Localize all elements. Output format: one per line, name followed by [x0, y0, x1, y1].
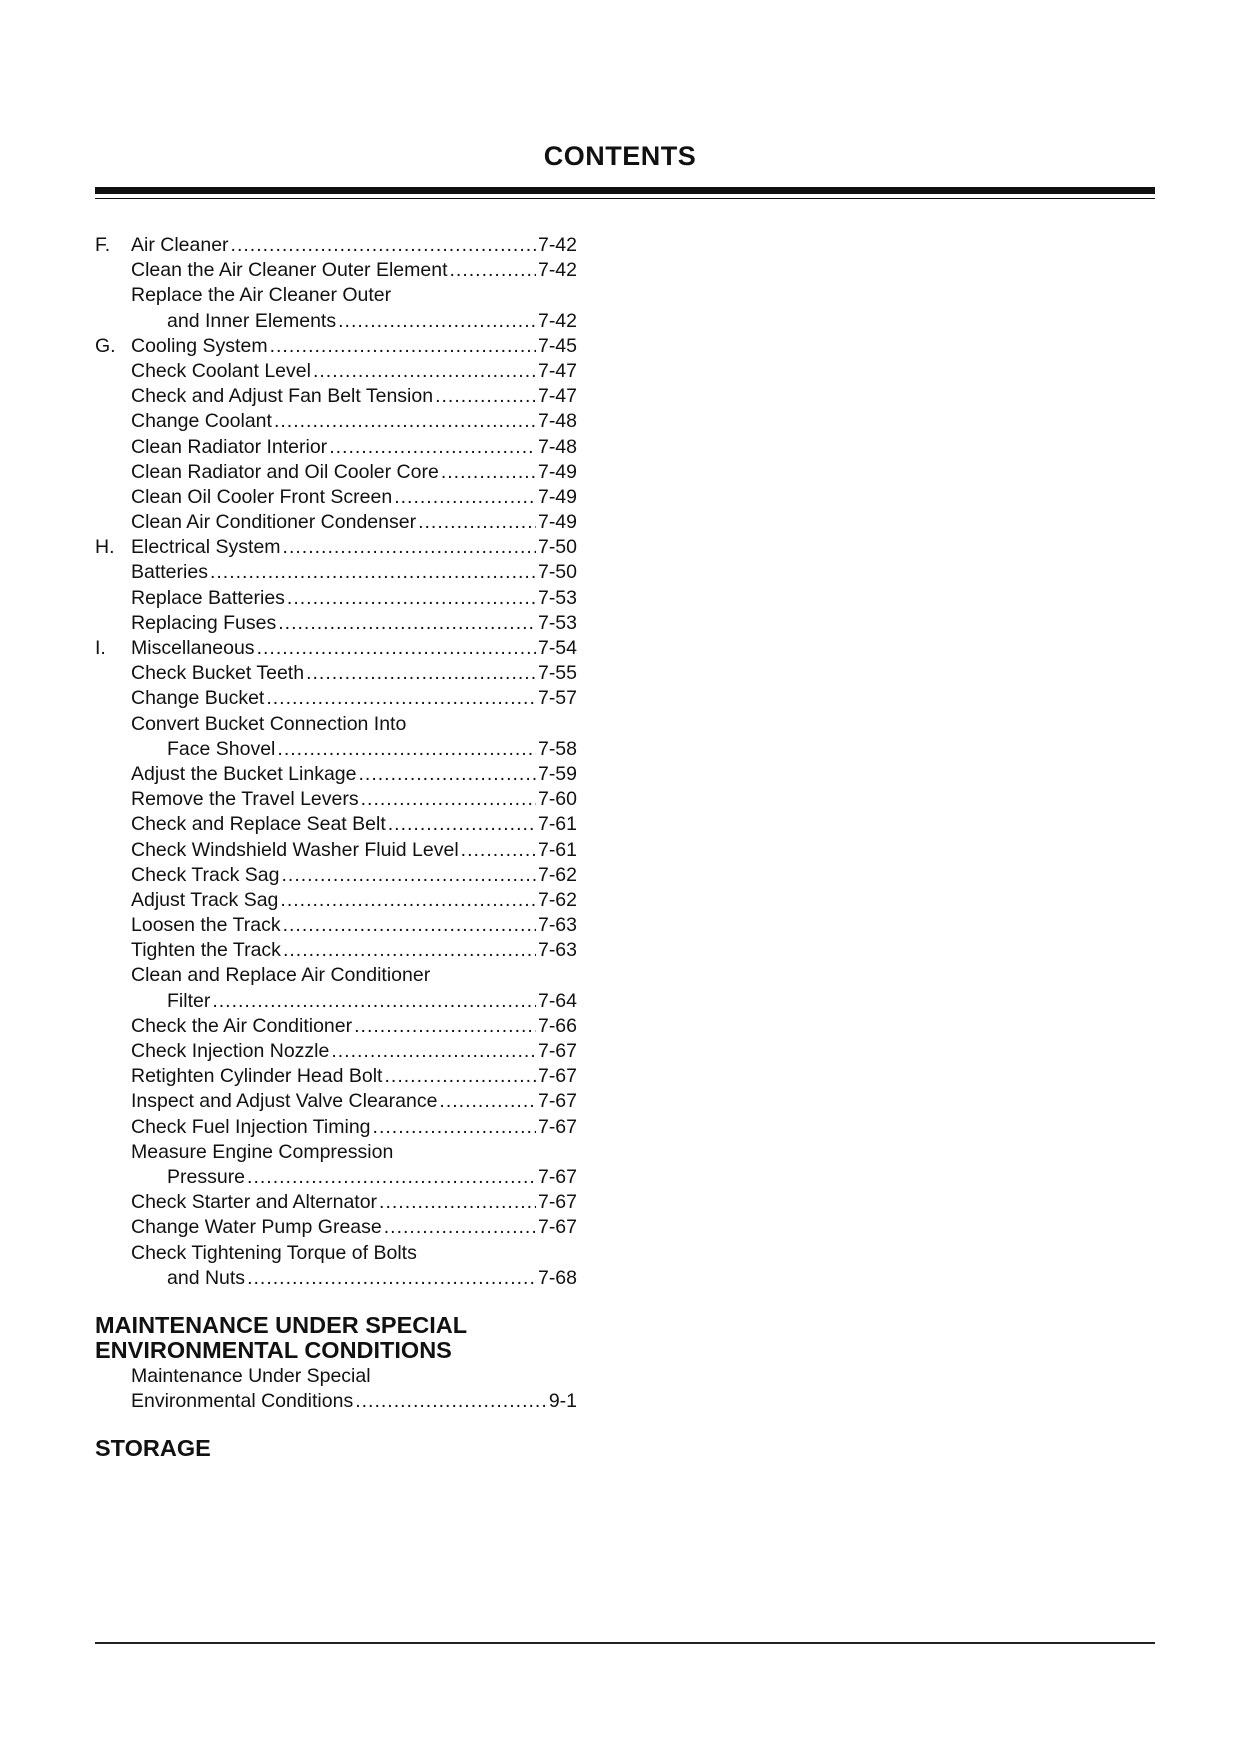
entry-page: 7-59 [537, 762, 577, 785]
entry-title: Air Cleaner [131, 234, 229, 256]
dot-leader [450, 258, 536, 283]
dot-leader [441, 460, 536, 485]
entry-title: Check Fuel Injection Timing [131, 1115, 371, 1138]
dot-leader [388, 812, 536, 837]
toc-entry[interactable] [95, 586, 577, 611]
section-heading: MAINTENANCE UNDER SPECIAL [95, 1311, 468, 1338]
entry-title: Replace Batteries [131, 586, 285, 609]
entry-page: 7-67 [537, 1040, 577, 1062]
toc-entry[interactable] [95, 1241, 577, 1266]
entry-title: Tighten the Track [131, 939, 281, 962]
entry-label: H. [95, 536, 115, 559]
entry-title: Change Bucket [131, 687, 265, 710]
entry-title: Replace the Air Cleaner Outer [131, 284, 392, 307]
entry-page: 7-57 [537, 687, 577, 710]
entry-label: G. [95, 334, 116, 357]
entry-title: Adjust Track Sag [131, 888, 279, 911]
entry-title: Convert Bucket Connection Into [131, 712, 407, 735]
dot-leader [394, 485, 536, 510]
entry-title: Maintenance Under Special [131, 1364, 371, 1387]
dot-leader [247, 1266, 536, 1291]
entry-title: Replacing Fuses [131, 611, 277, 634]
toc-entry[interactable] [95, 1165, 577, 1190]
entry-page: 7-45 [537, 334, 577, 357]
dot-leader [461, 838, 536, 863]
toc-entry[interactable] [95, 762, 577, 787]
entry-page: 7-48 [537, 410, 577, 433]
toc-entry[interactable] [95, 1064, 577, 1089]
entry-page: 7-67 [537, 1191, 577, 1214]
toc-entry[interactable] [95, 913, 577, 938]
toc-entry[interactable] [95, 233, 577, 258]
toc-entry[interactable] [95, 838, 577, 863]
dot-leader [355, 1389, 547, 1414]
toc-entry[interactable] [95, 309, 577, 334]
toc-entry[interactable] [95, 1215, 577, 1240]
dot-leader [331, 1039, 536, 1064]
entry-title: Remove the Travel Levers [131, 788, 359, 811]
dot-leader [231, 233, 536, 258]
entry-title: Clean Air Conditioner Condenser [131, 511, 417, 534]
entry-title: Change Water Pump Grease [131, 1216, 382, 1239]
entry-title: Clean Radiator Interior [131, 435, 328, 458]
entry-page: 7-67 [537, 1090, 577, 1113]
toc-entry[interactable] [95, 535, 577, 560]
entry-page: 7-49 [537, 485, 577, 508]
entry-page: 7-61 [537, 838, 577, 861]
toc-entry[interactable] [95, 258, 577, 283]
toc-entry[interactable] [95, 989, 577, 1014]
entry-page: 7-42 [537, 309, 577, 332]
toc-entry[interactable] [95, 359, 577, 384]
entry-page: 7-42 [537, 259, 577, 282]
dot-leader [257, 636, 536, 661]
dot-leader [266, 686, 536, 711]
section-heading: STORAGE [95, 1435, 211, 1462]
toc-entry[interactable] [95, 1089, 577, 1114]
dot-leader [329, 435, 536, 460]
entry-page: 7-61 [537, 813, 577, 836]
toc-entry[interactable] [95, 1039, 577, 1064]
entry-page: 7-49 [537, 460, 577, 483]
dot-leader [280, 888, 536, 913]
page-title: CONTENTS [543, 141, 697, 171]
toc-entry[interactable] [95, 712, 577, 737]
entry-page: 7-67 [537, 1165, 577, 1188]
entry-page: 7-62 [537, 888, 577, 911]
entry-page: 7-63 [537, 914, 577, 937]
toc-entry[interactable] [95, 611, 577, 636]
entry-title: Loosen the Track [131, 914, 281, 937]
entry-page: 7-55 [537, 662, 577, 685]
entry-title: Electrical System [131, 536, 281, 559]
entry-title: Batteries [131, 561, 208, 584]
entry-page: 7-47 [537, 385, 577, 408]
entry-page: 7-54 [537, 637, 577, 659]
entry-title: Check and Adjust Fan Belt Tension [131, 385, 434, 408]
dot-leader [281, 863, 535, 888]
dot-leader [277, 737, 536, 762]
toc-entry[interactable] [95, 812, 577, 837]
dot-leader [358, 762, 535, 787]
entry-title: Clean the Air Cleaner Outer Element [131, 259, 448, 282]
dot-leader [361, 787, 536, 812]
entry-title: Check Coolant Level [131, 359, 311, 382]
toc-entry[interactable] [95, 1364, 577, 1389]
dot-leader [247, 1165, 536, 1190]
entry-title: Clean Radiator and Oil Cooler Core [131, 460, 439, 483]
toc-entry[interactable] [95, 460, 577, 485]
entry-title: Face Shovel [167, 737, 276, 760]
toc-entry[interactable] [95, 435, 577, 460]
dot-leader [306, 661, 536, 686]
toc-entry[interactable] [95, 686, 577, 711]
dot-leader [338, 309, 536, 334]
entry-page: 7-47 [537, 359, 577, 382]
entry-title: Change Coolant [131, 410, 272, 433]
entry-title: Pressure [167, 1165, 246, 1188]
dot-leader [418, 510, 536, 535]
dot-leader [379, 1190, 536, 1215]
dot-leader [313, 359, 536, 384]
toc-entry[interactable] [95, 485, 577, 510]
entry-title: and Inner Elements [167, 309, 337, 332]
entry-page: 7-67 [537, 1065, 577, 1088]
dot-leader [373, 1115, 536, 1140]
toc-column-left [95, 233, 577, 1462]
dot-leader [384, 1064, 535, 1089]
dot-leader [212, 989, 536, 1014]
entry-page: 7-58 [537, 737, 577, 760]
dot-leader [354, 1014, 536, 1039]
toc-entry[interactable] [95, 636, 577, 661]
dot-leader [274, 409, 536, 434]
entry-title: Adjust the Bucket Linkage [131, 762, 357, 785]
entry-title: Check Bucket Teeth [131, 662, 305, 685]
toc-entry[interactable] [95, 409, 577, 434]
toc-entry[interactable] [95, 1115, 577, 1140]
entry-title: and Nuts [167, 1266, 246, 1289]
entry-title: Measure Engine Compression [131, 1140, 394, 1163]
entry-page: 7-53 [537, 611, 577, 634]
entry-title: Filter [167, 989, 211, 1012]
entry-title: Check Windshield Washer Fluid Level [131, 838, 459, 861]
toc-entry[interactable] [95, 1389, 577, 1414]
toc-entry[interactable] [95, 1190, 577, 1215]
entry-page: 7-67 [537, 1216, 577, 1239]
entry-title: Clean and Replace Air Conditioner [131, 964, 431, 987]
entry-page: 7-50 [537, 536, 577, 559]
toc-entry[interactable] [95, 963, 577, 988]
entry-title: Check Track Sag [131, 863, 280, 886]
dot-leader [270, 334, 536, 359]
toc-entry[interactable] [95, 384, 577, 409]
entry-title: Environmental Conditions [131, 1390, 354, 1413]
entry-title: Retighten Cylinder Head Bolt [131, 1065, 383, 1088]
entry-title: Cooling System [131, 334, 268, 357]
entry-label: I. [95, 637, 106, 659]
toc-entry[interactable] [95, 1266, 577, 1291]
dot-leader [283, 938, 536, 963]
toc-entry[interactable] [95, 1014, 577, 1039]
footer-rule [95, 1642, 1155, 1644]
toc-entry[interactable] [95, 787, 577, 812]
entry-page: 7-62 [537, 863, 577, 886]
entry-page: 9-1 [548, 1390, 577, 1413]
entry-title: Miscellaneous [131, 637, 255, 659]
toc-entry[interactable] [95, 661, 577, 686]
toc-entry[interactable] [95, 863, 577, 888]
entry-title: Inspect and Adjust Valve Clearance [131, 1090, 438, 1113]
entry-page: 7-63 [537, 939, 577, 962]
section-heading: ENVIRONMENTAL CONDITIONS [95, 1337, 452, 1364]
entry-title: Check Starter and Alternator [131, 1191, 378, 1214]
entry-page: 7-48 [537, 435, 577, 458]
entry-page: 7-64 [537, 989, 577, 1012]
toc-entry[interactable] [95, 560, 577, 585]
dot-leader [210, 560, 536, 585]
dot-leader [439, 1089, 536, 1114]
entry-title: Check and Replace Seat Belt [131, 813, 386, 836]
entry-page: 7-66 [537, 1014, 577, 1037]
entry-page: 7-42 [537, 234, 577, 256]
entry-title: Check the Air Conditioner [131, 1014, 353, 1037]
header-rule [95, 187, 1155, 194]
entry-title: Clean Oil Cooler Front Screen [131, 485, 393, 508]
entry-title: Check Injection Nozzle [131, 1040, 330, 1062]
entry-page: 7-60 [537, 788, 577, 811]
entry-page: 7-68 [537, 1266, 577, 1289]
entry-page: 7-67 [537, 1115, 577, 1138]
dot-leader [435, 384, 536, 409]
toc-entry[interactable] [95, 888, 577, 913]
dot-leader [384, 1215, 536, 1240]
toc-entry[interactable] [95, 938, 577, 963]
toc-entry[interactable] [95, 510, 577, 535]
entry-label: F. [95, 234, 111, 256]
toc-entry[interactable] [95, 1140, 577, 1165]
entry-title: Check Tightening Torque of Bolts [131, 1241, 417, 1264]
dot-leader [283, 913, 536, 938]
dot-leader [278, 611, 536, 636]
toc-entry[interactable] [95, 737, 577, 762]
dot-leader [283, 535, 536, 560]
toc-entry[interactable] [95, 334, 577, 359]
entry-page: 7-49 [537, 511, 577, 534]
entry-page: 7-50 [537, 561, 577, 584]
toc-entry[interactable] [95, 283, 577, 308]
entry-page: 7-53 [537, 586, 577, 609]
dot-leader [287, 586, 536, 611]
